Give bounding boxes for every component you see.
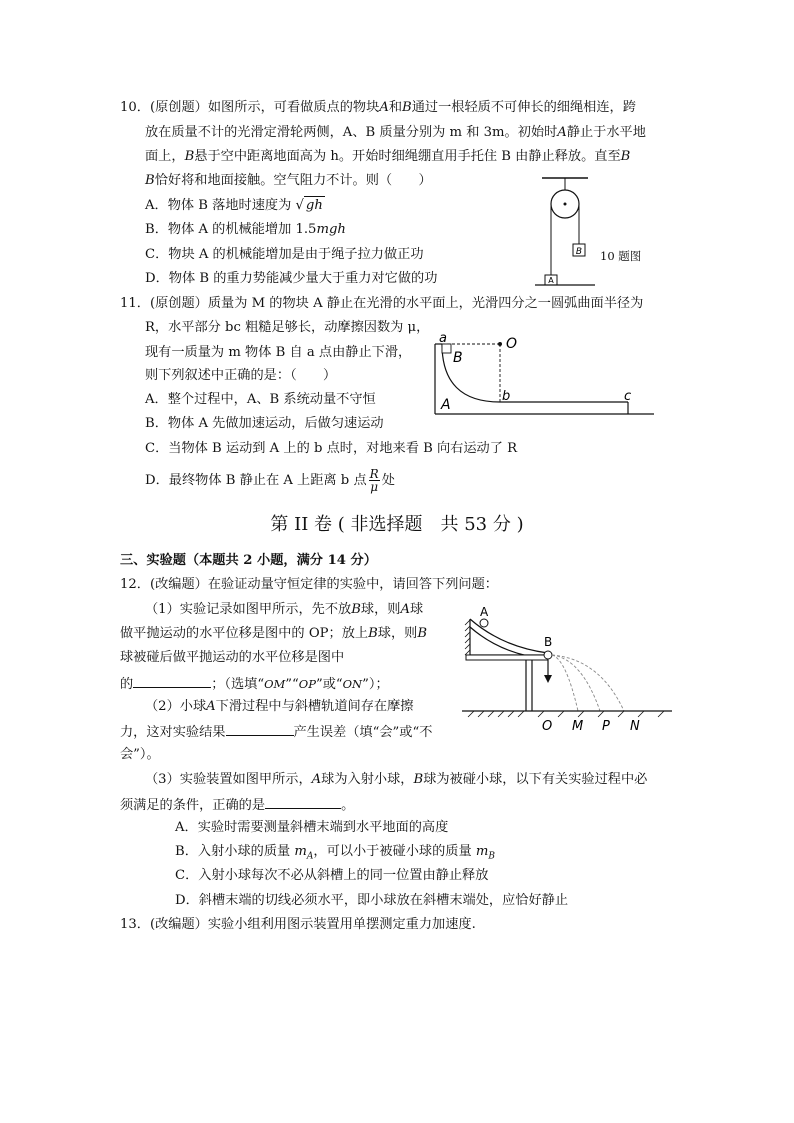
q10-line1 [120,99,636,117]
mark-n: N [630,719,640,734]
q11-line2: R，水平部分 bc 粗糙足够长，动摩擦因数为 μ， [145,320,430,335]
q12-chute-figure [462,607,682,737]
ball-b [544,651,552,659]
q12-option-d: D．斜槽末端的切线必须水平，即小球放在斜槽末端处，应恰好静止 [175,893,569,908]
pulley-axle [564,203,567,206]
option-text: A．物体 B 落地时速度为 [145,198,292,213]
q10-line3 [145,148,630,166]
trajectories [552,655,624,711]
q10-text: 悬于空中距离地面高为 h。开始时细绳绷直用手托住 B 由静止释放。直至 [194,149,621,164]
ball-a-label: A [480,605,489,619]
q10-text: 面上， [145,149,185,164]
mark-o: O [542,719,553,734]
q10-option-c: C．物块 A 的机械能增加是由于绳子拉力做正功 [145,247,424,262]
floor-hatch [468,711,664,717]
var-A: A [206,699,216,714]
ball-b-label: B [544,635,553,649]
q10-text: 恰好将和地面接触。空气阻力不计。则（ ） [154,173,432,188]
table-top [466,655,548,660]
text: ”或“ [315,677,343,692]
answer-blank-2[interactable] [226,722,294,736]
block-a-label: A [548,276,554,285]
q12-p3-line2 [120,795,354,815]
q10-text: 通过一根轻质不可伸长的细绳相连，跨 [411,100,636,115]
var-A: A [557,125,567,140]
var-A: A [379,100,389,115]
q12-line1: 12．(改编题）在验证动量守恒定律的实验中，请回答下列问题： [120,577,498,592]
mass-a-sub: A [306,851,314,862]
var-B: B [417,626,428,641]
q12-p1-line4 [120,674,389,694]
text: 球，则 [360,602,401,617]
q10-figure-caption: 10 题图 [600,249,642,263]
q10-option-d: D．物体 B 的重力势能减少量大于重力对它做的功 [145,271,438,286]
option-text: B．物体 A 的机械能增加 1.5 [145,222,317,237]
part2-title: 第 II 卷 ( 非选择题 共 53 分 ) [270,514,524,535]
label-a: a [439,331,447,346]
mass-b: m [475,844,489,859]
label-o: O [506,336,518,352]
q11-line3: 现有一质量为 m 物体 B 自 a 点由静止下滑， [145,345,412,360]
option-text: D．最终物体 B 静止在 A 上距离 b 点 [145,473,367,488]
q10-line2 [145,124,646,142]
text: 的 [120,677,134,692]
var-B: B [402,100,412,115]
q10-line4 [145,172,432,190]
text: ”）； [362,677,389,692]
q12-option-c: C．入射小球每次不必从斜槽上的同一位置由静止释放 [175,868,489,883]
text: 产生误差（填“会”或“不 [293,725,433,740]
q12-p2-line1 [145,698,413,716]
q11-line1: 11．(原创题）质量为 M 的物块 A 静止在光滑的水平面上，光滑四分之一圆弧曲面半径为 [120,296,644,311]
text: （3）实验装置如图甲所示， [145,772,312,787]
text: 须满足的条件，正确的是 [120,798,266,813]
text: ”“ [285,677,299,692]
label-a-block: A [441,397,451,413]
mass-b-sub: B [488,851,496,862]
text: 球为入射小球， [321,772,414,787]
choice-op: OP [298,677,316,691]
block-b-label: B [575,247,583,257]
var-A: A [400,602,410,617]
var-B: B [145,173,155,188]
q10-pulley-figure [530,178,600,288]
option-text: B．入射小球的质量 [175,844,291,859]
q10-option-a: A．物体 B 落地时速度为 √ gh [145,198,323,213]
q12-option-b [175,843,495,866]
var-B: B [620,149,631,164]
ball-a [480,619,488,627]
text: ；（选填“ [211,677,265,692]
q11-line4: 则下列叙述中正确的是：（ ） [145,368,337,383]
var-B: B [184,149,195,164]
label-b-point: b [502,389,511,404]
q10-text: 10．(原创题）如图所示，可看做质点的物块 [120,100,380,115]
label-c: c [624,389,632,404]
var-B: B [413,772,424,787]
post-hatch [465,620,470,655]
text: 球，则 [377,626,418,641]
answer-blank-3[interactable] [265,795,341,809]
fraction [369,468,380,493]
q12-p3-line1 [145,771,647,789]
q11-option-b: B．物体 A 先做加速运动，后做匀速运动 [145,416,384,431]
q10-text: 静止于水平地 [566,125,646,140]
section3-heading: 三、实验题（本题共 2 小题，满分 14 分） [120,553,377,568]
answer-blank-1[interactable] [133,674,211,688]
text: 。 [341,798,355,813]
text: （2）小球 [145,699,207,714]
text: 球为被碰小球，以下有关实验过程中必 [423,772,648,787]
text: 力，这对实验结果 [120,725,226,740]
var-B: B [351,602,361,617]
q11-arc-block-figure [430,332,658,420]
center-o-dot [498,342,502,346]
q12-p2-line3: 会”）。 [120,747,160,762]
choice-om: OM [264,677,286,691]
mass-a: m [294,844,307,859]
q10-text: 和 [388,100,403,115]
fraction-denominator: μ [370,480,379,494]
mark-m: M [572,719,584,734]
text: 球 [410,602,424,617]
mark-p: P [602,719,610,734]
q12-p1-line2 [120,625,427,643]
q11-option-a: A．整个过程中，A、B 系统动量不守恒 [145,392,376,407]
q12-p1-line3: 球被碰后做平抛运动的水平位移是图中 [120,650,345,665]
var-A: A [311,772,322,787]
sqrt-expr: gh [305,198,323,213]
label-b-object: B [453,350,463,366]
choice-on: ON [342,677,363,691]
q11-option-c: C．当物体 B 运动到 A 上的 b 点时，对地来看 B 向右运动了 R [145,441,518,456]
q12-p2-line2 [120,722,432,742]
option-text: ，可以小于被碰小球的质量 [313,844,472,859]
q12-option-a: A．实验时需要测量斜槽末端到水平地面的高度 [175,820,449,835]
plumb-arrow [544,675,552,683]
text: 下滑过程中与斜槽轨道间存在摩擦 [215,699,414,714]
math-expr: mgh [316,222,346,237]
text: 做平抛运动的水平位移是图中的 OP；放上 [120,626,369,641]
q10-text: 放在质量不计的光滑定滑轮两侧，A、B 质量分别为 m 和 3m。初始时 [145,125,558,140]
text: （1）实验记录如图甲所示，先不放 [145,602,352,617]
option-text: 处 [381,473,395,488]
var-B: B [368,626,378,641]
q12-p1-line1 [145,601,423,619]
q10-option-b [145,221,346,239]
fraction-numerator: R [369,467,379,481]
q11-option-d [145,468,395,493]
q13-line1: 13．(改编题）实验小组利用图示装置用单摆测定重力加速度. [120,917,476,932]
